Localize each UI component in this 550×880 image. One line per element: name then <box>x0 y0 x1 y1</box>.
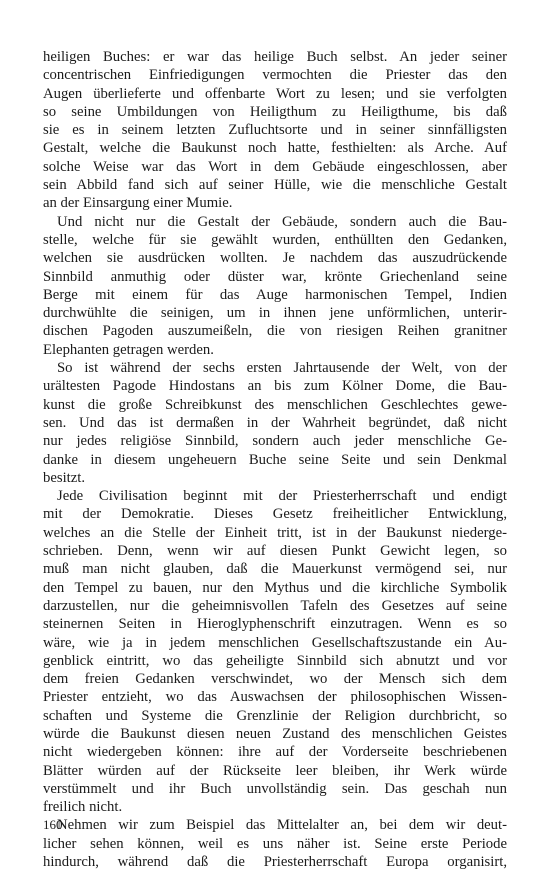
text-line: heiligen Buches: er war das heilige Buch selbst. An jeder seiner <box>43 49 507 65</box>
text-line: an der Einsargung einer Mumie. <box>43 195 233 212</box>
paragraph <box>43 213 507 359</box>
text-line: freilich nicht. <box>43 799 123 816</box>
paragraph <box>43 816 507 871</box>
text-line: besitzt. <box>43 469 86 486</box>
text-line: darzustellen, nur die geheimnisvollen Tafeln des Gesetzes auf seine <box>43 597 507 614</box>
text-line: dem freien Gedanken verschwindet, wo der Mensch sich dem <box>43 671 507 688</box>
paragraph <box>43 48 507 213</box>
text-line: Elephanten getragen werden. <box>43 341 214 358</box>
text-line: durchwühlte die seinigen, um in ihnen jene unförmlichen, unterir- <box>43 305 507 322</box>
text-line: Gestalt, welche die Baukunst noch hatte, festhielten: als Arche. Auf <box>43 140 507 157</box>
text-line: mit der Demokratie. Dieses Gesetz freiheitlicher Entwicklung, <box>43 506 507 523</box>
text-line: danke in diesem ungeheuern Buche seine Seite und sein Denkmal <box>43 451 507 468</box>
text-line: Berge mit einem für das Auge harmonischen Tempel, Indien <box>43 286 507 303</box>
page-number: 160 <box>43 817 63 832</box>
text-line: so seine Umbildungen von Heiligthum zu Heiligthume, bis daß <box>43 103 507 120</box>
text-line: Nehmen wir zum Beispiel das Mittelalter an, bei dem wir deut- <box>57 817 507 834</box>
text-line: welches an die Stelle der Einheit tritt, ist in der Baukunst niederge- <box>43 524 507 541</box>
text-line: dischen Pagoden auszumeißeln, die von riesigen Reihen granitner <box>43 323 507 340</box>
text-line: Und nicht nur die Gestalt der Gebäude, sondern auch die Bau- <box>57 213 507 230</box>
text-line: solche Weise war das Wort in dem Gebäude eingeschlossen, aber <box>43 158 507 175</box>
text-line: Jede Civilisation beginnt mit der Priesterherrschaft und endigt <box>57 488 507 505</box>
text-line: sein Abbild fand sich auf seiner Hülle, wie die menschliche Gestalt <box>43 177 507 194</box>
text-line: muß man nicht glauben, daß die Mauerkunst vermögend sei, nur <box>43 561 507 578</box>
paragraph <box>43 487 507 816</box>
text-line: licher sehen können, weil es uns näher ist. Seine erste Periode <box>43 835 507 852</box>
text-line: welchen sie ausdrücken wollten. Je nachdem das auszudrückende <box>43 250 507 267</box>
text-line: verstümmelt und ihr Buch unvollständig sein. Das geschah nun <box>43 780 507 797</box>
text-line: schrieben. Denn, wenn wir auf diesen Punkt Gewicht legen, so <box>43 543 507 560</box>
text-line: steinernen Seiten in Hieroglyphenschrift einzutragen. Wenn es so <box>43 616 507 633</box>
paragraph <box>43 359 507 487</box>
text-line: sie es in seinem letzten Zufluchtsorte und in seiner sinnfälligsten <box>43 122 507 139</box>
body-text <box>43 48 507 871</box>
text-line: sen. Und das ist dermaßen in der Wahrheit begründet, daß nicht <box>43 414 507 431</box>
text-line: nicht wiedergeben können: ihre auf der Vorderseite beschriebenen <box>43 744 507 761</box>
text-line: Sinnbild anmuthig oder düster war, krönte Griechenland seine <box>43 268 507 285</box>
text-line: hindurch, während daß die Priesterherrschaft Europa organisirt, <box>43 854 507 871</box>
text-line: genblick eintritt, wo das geheiligte Sinnbild sich abnutzt und vor <box>43 652 507 669</box>
text-line: Priester entzieht, wo das Auswachsen der philosophischen Wissen- <box>43 689 507 706</box>
text-line: Augen überlieferte und offenbarte Wort zu lesen; und sie verfolgten <box>43 85 507 102</box>
text-line: So ist während der sechs ersten Jahrtausende der Welt, von der <box>57 360 507 377</box>
text-line: stelle, welche für sie gewählt wurden, enthüllten den Gedanken, <box>43 231 507 248</box>
text-line: nur jedes religiöse Sinnbild, sondern auch jeder menschliche Ge- <box>43 433 507 450</box>
text-line: concentrischen Einfriedigungen vermochten die Priester das den <box>43 67 507 84</box>
text-line: wäre, wie ja in jedem menschlichen Gesellschaftszustande ein Au- <box>43 634 507 651</box>
text-line: den Tempel zu bauen, nur den Mythus und die kirchliche Symbolik <box>43 579 507 596</box>
text-line: Blätter würden auf der Rückseite leer bleiben, ihr Werk würde <box>43 762 507 779</box>
text-line: würde die Baukunst diesen neuen Zustand des menschlichen Geistes <box>43 725 507 742</box>
text-line: kunst die große Schreibkunst des menschlichen Geschlechtes gewe- <box>43 396 507 413</box>
text-line: urältesten Pagode Hindostans an bis zum Kölner Dome, die Bau- <box>43 378 507 395</box>
text-line: schaften und Systeme die Grenzlinie der Religion durchbricht, so <box>43 707 507 724</box>
